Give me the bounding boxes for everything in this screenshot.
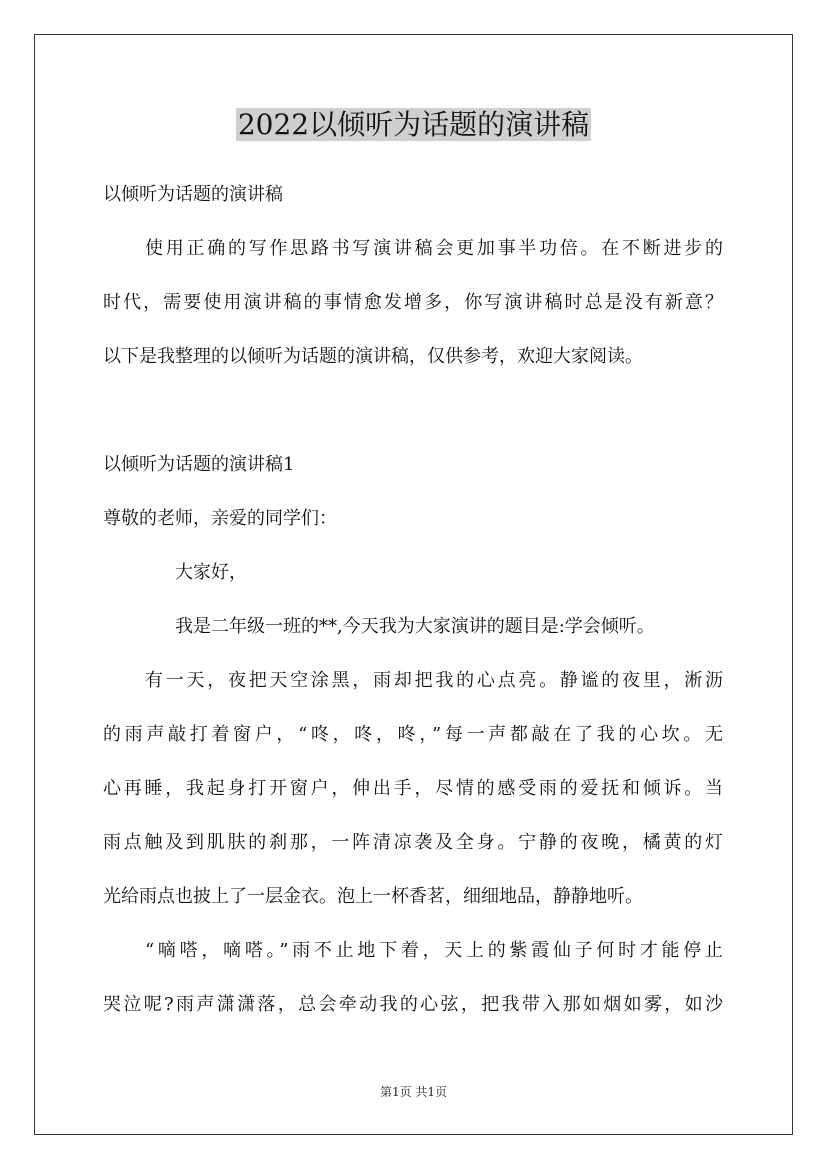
paragraph2-line-2: 哭泣呢?雨声潇潇落，总会牵动我的心弦，把我带入那如烟如雾，如沙	[103, 994, 723, 1015]
document-title-text: 2022以倾听为话题的演讲稿	[237, 108, 590, 141]
salutation: 尊敬的老师，亲爱的同学们：	[103, 508, 337, 529]
document-title	[0, 104, 827, 145]
paragraph1-line-1: 有一天，夜把天空涂黑，雨却把我的心点亮。静谧的夜里，淅沥	[145, 670, 723, 691]
intro-line-3: 以下是我整理的以倾听为话题的演讲稿，仅供参考，欢迎大家阅读。	[103, 346, 643, 367]
self-intro: 我是二年级一班的**,今天我为大家演讲的题目是:学会倾听。	[175, 616, 655, 637]
intro-line-1: 使用正确的写作思路书写演讲稿会更加事半功倍。在不断进步的	[145, 238, 723, 259]
paragraph1-line-4: 雨点触及到肌肤的刹那，一阵清凉袭及全身。宁静的夜晚，橘黄的灯	[103, 832, 723, 853]
page-footer: 第1页 共1页	[379, 1085, 448, 1099]
intro-line-2: 时代，需要使用演讲稿的事情愈发增多，你写演讲稿时总是没有新意？	[103, 292, 723, 313]
section-heading: 以倾听为话题的演讲稿1	[103, 454, 295, 475]
document-subtitle: 以倾听为话题的演讲稿	[103, 184, 283, 205]
paragraph2-line-1: “嘀嗒，嘀嗒。”雨不止地下着，天上的紫霞仙子何时才能停止	[145, 940, 723, 961]
paragraph1-line-3: 心再睡，我起身打开窗户，伸出手，尽情的感受雨的爱抚和倾诉。当	[103, 778, 723, 799]
paragraph1-line-2: 的雨声敲打着窗户，“咚，咚，咚，”每一声都敲在了我的心坎。无	[103, 724, 723, 745]
paragraph1-line-5: 光给雨点也披上了一层金衣。泡上一杯香茗，细细地品，静静地听。	[103, 886, 643, 907]
greeting: 大家好，	[175, 562, 247, 583]
